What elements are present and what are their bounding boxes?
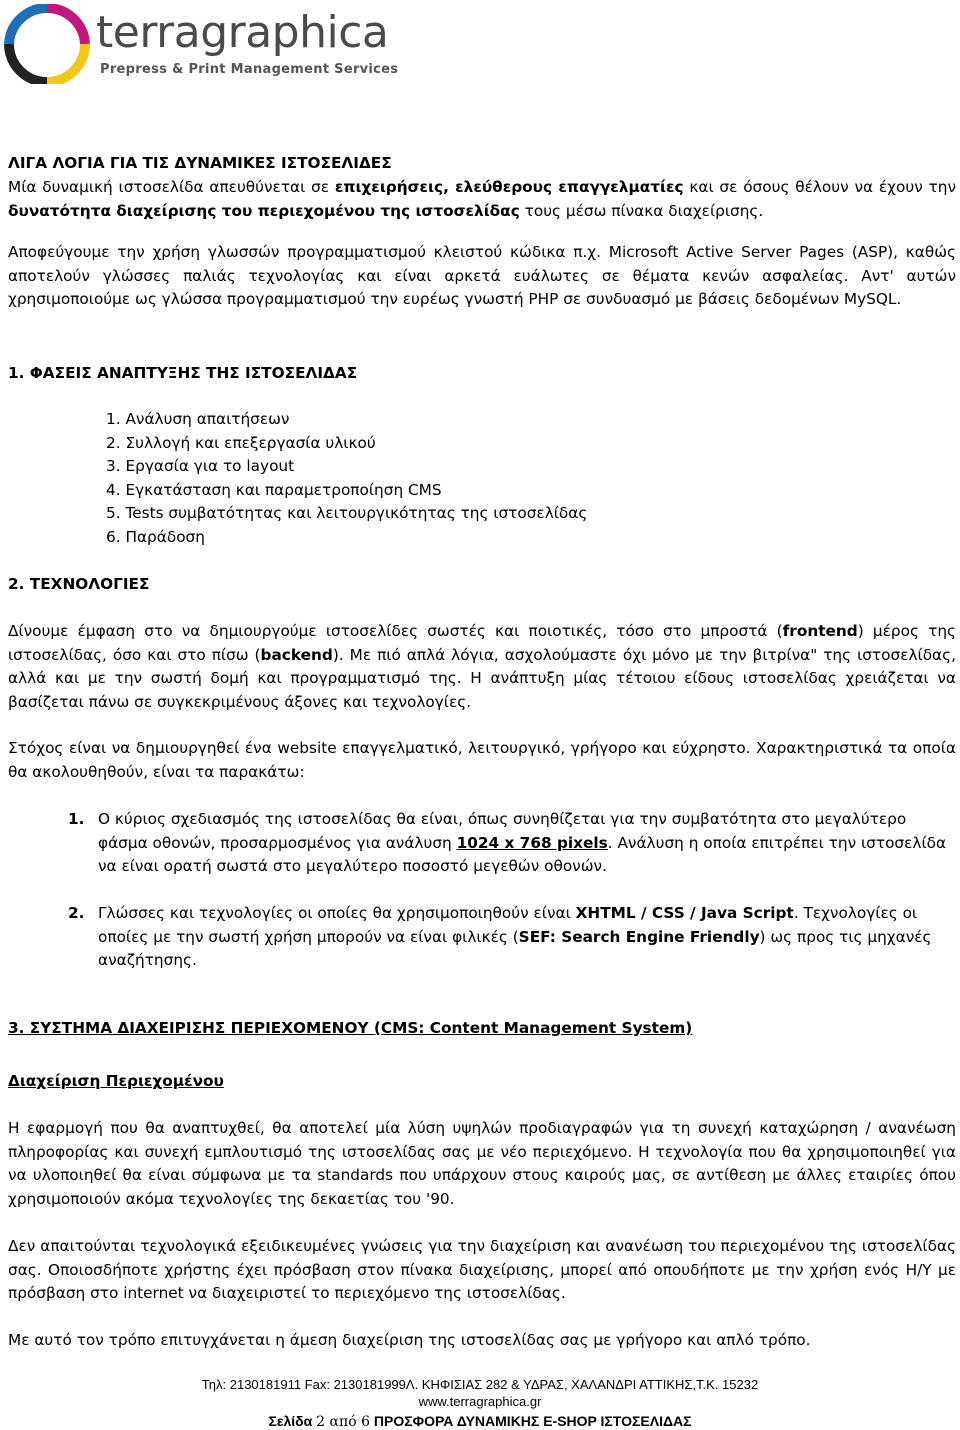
section3-heading: 3. ΣΥΣΤΗΜΑ ΔΙΑΧΕΙΡΙΣΗΣ ΠΕΡΙΕΧΟΜΕΝΟΥ (CMS: Content Management System) <box>8 1019 693 1037</box>
phase-item: 1. Ανάλυση απαιτήσεων <box>106 410 290 428</box>
feature-item-1: Ο κύριος σχεδιασμός της ιστοσελίδας θα είναι, όπως συνηθίζεται για την συμβατότητα στο μεγαλύτερο φάσμα οθονών, προσαρμοσμένος για ανάλυση 1024 x 768 pixels. Ανάλυση η οποία επιτρέπει την ιστοσελίδα να είναι ορατή σωστά στο μεγαλύτερο ποσοστό μεγεθών οθονών. <box>98 810 947 876</box>
phase-item: 2. Συλλογή και επεξεργασία υλικού <box>106 434 376 452</box>
feature-number: 1. <box>68 810 85 828</box>
feature-item-2: Γλώσσες και τεχνολογίες οι οποίες θα χρησιμοποιηθούν είναι XHTML / CSS / Java Script. Τεχνολογίες οι οποίες με την σωστή χρήση μπορούν να είναι φιλικές (SEF: Search Engine Friendly) ως προς τις μηχανές αναζήτησης. <box>98 904 932 970</box>
section2-heading: 2. ΤΕΧΝΟΛΟΓΙΕΣ <box>8 575 150 593</box>
section3-paragraph-2: Δεν απαιτούνται τεχνολογικά εξειδικευμένες γνώσεις για την διαχείριση και ανανέωση του περιεχομένου της ιστοσελίδας σας. Οποιοσδήποτε χρήστης έχει πρόσβαση στον πίνακα διαχείρισης, μπορεί από οπουδήποτε με την χρήση ενός Η/Υ με πρόσβαση στο internet να διαχειριστεί το περιεχόμενο της ιστοσελίδας. <box>8 1237 956 1303</box>
phase-item: 6. Παράδοση <box>106 528 205 546</box>
section2-paragraph-2: Στόχος είναι να δημιουργηθεί ένα website επαγγελματικό, λειτουργικό, γρήγορο και εύχρηστο. Χαρακτηριστικά τα οποία θα ακολουθηθούν, είναι τα παρακάτω: <box>8 739 956 781</box>
section2-paragraph-1: Δίνουμε έμφαση στο να δημιουργούμε ιστοσελίδες σωστές και ποιοτικές, τόσο στο μπροστά (frontend) μέρος της ιστοσελίδας, όσο και στο πίσω (backend). Με πιό απλά λόγια, ασχολούμαστε όχι μόνο με την βιτρίνα" της ιστοσελίδας, αλλά και με την σωστή δομή και προγραμματισμό της. Η ανάπτυξη μίας τέτοιου είδους ιστοσελίδας χρειάζεται να βασίζεται πάνω σε συγκεκριμένους άξονες και τεχνολογίες. <box>8 622 956 711</box>
page-footer: Σελίδα 2 από 6 ΠΡΟΣΦΟΡΑ ΔΥΝΑΜΙΚΗΣ E-SHOP ΙΣΤΟΣΕΛΙΔΑΣ <box>268 1413 692 1430</box>
logo-wordmark: terragraphica <box>96 7 389 58</box>
logo-ring-icon <box>4 4 90 84</box>
section3-subheading: Διαχείριση Περιεχομένου <box>8 1072 224 1090</box>
intro-paragraph-1: Μία δυναμική ιστοσελίδα απευθύνεται σε επιχειρήσεις, ελεύθερους επαγγελματίες και σε όσους θέλουν να έχουν την δυνατότητα διαχείρισης του περιεχομένου της ιστοσελίδας τους μέσω πίνακα διαχείρισης. <box>8 178 957 220</box>
intro-paragraph-2: Αποφεύγουμε την χρήση γλωσσών προγραμματισμού κλειστού κώδικα π.χ. Microsoft Active Server Pages (ASP), καθώς αποτελούν γλώσσες παλιάς τεχνολογίας και είναι αρκετά ευάλωτες σε θέματα κενών ασφαλείας. Αντ' αυτών χρησιμοποιούμε ως γλώσσα προγραμματισμού την ευρέως γνωστή PHP σε συνδυασμό με βάσεις δεδομένων MySQL. <box>8 243 956 309</box>
section3-paragraph-1: Η εφαρμογή που θα αναπτυχθεί, θα αποτελεί μία λύση υψηλών προδιαγραφών για τη συνεχή καταχώρηση / ανανέωση πληροφορίας και συνεχή εμπλουτισμό της ιστοσελίδας σας με νέο περιεχόμενο. Η τεχνολογία που θα χρησιμοποιηθεί για να υλοποιηθεί θα είναι σύμφωνα με τα standards που υπάρχουν στους καιρούς μας, σε αντίθεση με άλλες εταιρίες όπου χρησιμοποιούν ακόμα τεχνολογίες της δεκαετίας του '90. <box>8 1119 956 1208</box>
logo-tagline: Prepress & Print Management Services <box>100 62 399 77</box>
phase-item: 5. Tests συμβατότητας και λειτουργικότητας της ιστοσελίδας <box>106 504 588 522</box>
phase-item: 3. Εργασία για το layout <box>106 457 295 475</box>
footer-website: www.terragraphica.gr <box>418 1394 542 1409</box>
feature-number: 2. <box>68 904 85 922</box>
company-logo <box>4 2 424 84</box>
footer-contact: Τηλ: 2130181911 Fax: 2130181999Λ. ΚΗΦΙΣΙΑΣ 282 & ΥΔΡΑΣ, ΧΑΛΑΝΔΡΙ ΑΤΤΙΚΗΣ,Τ.Κ. 15232 <box>201 1377 759 1392</box>
section1-heading: 1. ΦΑΣΕΙΣ ΑΝΑΠΤΥΞΗΣ ΤΗΣ ΙΣΤΟΣΕΛΙΔΑΣ <box>8 364 358 382</box>
phase-item: 4. Εγκατάσταση και παραμετροποίηση CMS <box>106 481 442 499</box>
section3-paragraph-3: Με αυτό τον τρόπο επιτυγχάνεται η άμεση διαχείριση της ιστοσελίδας σας με γρήγορο και απλό τρόπο. <box>8 1331 811 1349</box>
intro-heading: ΛΙΓΑ ΛΟΓΙΑ ΓΙΑ ΤΙΣ ΔΥΝΑΜΙΚΕΣ ΙΣΤΟΣΕΛΙΔΕΣ <box>8 154 392 172</box>
